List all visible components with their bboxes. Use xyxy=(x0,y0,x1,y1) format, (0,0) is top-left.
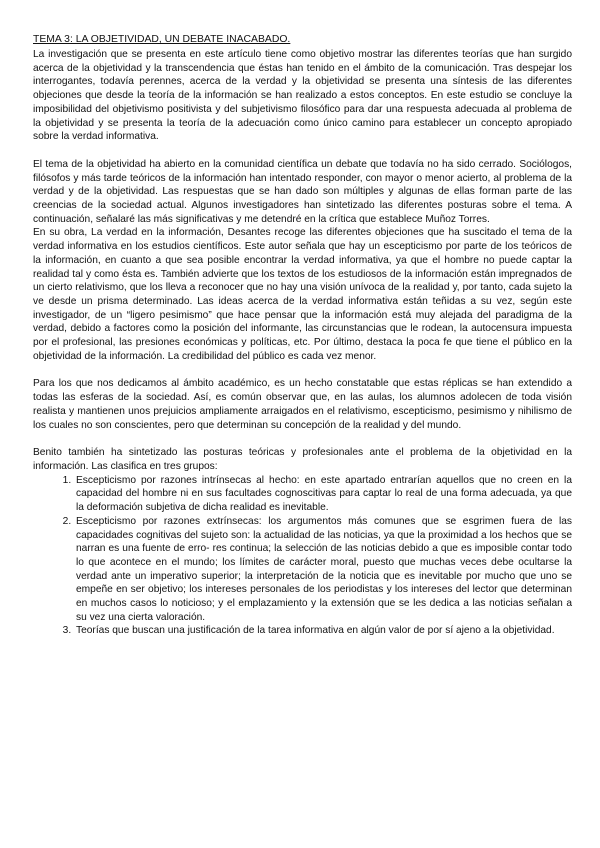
paragraph-debate: El tema de la objetividad ha abierto en la comunidad científica un debate que todavía no ha sido cerrado. Sociólogos, filósofos y más tarde teóricos de la información han intentado responder, con mayor o menor acierto, al problema de la verdad y de la objetividad. Las respuestas que se han dado son múltiples y algunas de ellas forman parte de las creencias de la sociedad actual. Algunos investigadores han sintetizado las diferentes posturas sobre el tema. A continuación, señalaré las más significativas y me detendré en la crítica que establece Muñoz Torres. xyxy=(33,158,572,225)
paragraph-academic: Para los que nos dedicamos al ámbito académico, es un hecho constatable que estas réplicas se han extendido a todas las esferas de la sociedad. Así, es común observar que, en las aulas, los alumnos adolecen de toda visión realista y mantienen unos prejuicios ampliamente arraigados en el relativismo, escepticismo, pesimismo y nihilismo de los cuales no son conscientes, pero que determinan su concepción de la realidad y del mundo. xyxy=(33,378,572,431)
paragraph-desantes: En su obra, La verdad en la información, Desantes recoge las diferentes objeciones que ha suscitado el tema de la verdad informativa en los estudios científicos. Este autor señala que hay un escepticismo por parte de los teóricos de la información, en cuanto a que sea posible encontrar la verdad informativa, ya que el hombre no puede captar la realidad tal y como ésta es. También advierte que los textos de los estudiosos de la información están impregnados de un cierto relativismo, que los lleva a reconocer que no hay una visión unívoca de la realidad y, por tanto, cada sujeto la ve desde un prisma determinado. Las ideas acerca de la verdad informativa están teñidas a su vez, según este investigador, de un “ligero pesimismo” que hace pensar que la información está muy alejada del paradigma de la verdad, debido a factores como la posición del informante, las circunstancias que le rodean, la autocensura impuesta por el profesional, las presiones económicas y políticas, etc. Por último, destaca la poca fe que tiene el público en la objetividad de la información. La credibilidad del público es cada vez menor. xyxy=(33,227,572,362)
paragraph-abstract: La investigación que se presenta en este artículo tiene como objetivo mostrar las diferentes teorías que han surgido acerca de la objetividad y la transcendencia que éstas han tenido en el ámbito de la comunicación. Tras despejar los interrogantes, todavía perennes, acerca de la verdad y la objetividad se presenta una síntesis de las diferentes objeciones que desde la teoría de la información se han realizado a estos conceptos. En este estudio se concluye la imposibilidad del objetivismo positivista y del subjetivismo filosófico para dar una respuesta adecuada al problema de la objetividad y se presenta la teoría de la adecuación como único camino para establecer un concepto apropiado sobre la verdad informativa. xyxy=(33,49,572,143)
document-title: TEMA 3: LA OBJETIVIDAD, UN DEBATE INACABADO. xyxy=(33,34,291,45)
list-item: 1. Escepticismo por razones intrínsecas al hecho: en este apartado entrarían aquellos que no creen en la capacidad del hombre ni en sus facultades cognoscitivas para captar lo real de una forma adecuada, ya que la deformación subjetiva de dicha realidad es inevitable. xyxy=(74,474,572,515)
paragraph-benito: Benito también ha sintetizado las posturas teóricas y profesionales ante el problema de la objetividad en la información. Las clasifica en tres grupos: xyxy=(33,447,572,472)
list-item: 2. Escepticismo por razones extrínsecas: los argumentos más comunes que se esgrimen fuera de las capacidades cognitivas del sujeto son: la actualidad de las noticias, ya que la proximidad a los hechos que se narran es una fuente de erro- res continua; la selección de las noticias debido a que es imposible contar todo lo que acontece en el mundo; los límites de carácter moral, puesto que muchas veces debe ocultarse la verdad ante un imperativo superior; la interpretación de la noticia que es inevitable por mucho que uno se empeñe en ser objetivo; los intereses personales de los periodistas y los intereses del lector que determinan en muchos casos lo noticioso; y el emplazamiento y la extensión que se les dedica a las noticias señalan a su vez una cierta valoración. xyxy=(74,515,572,625)
classification-list xyxy=(33,474,572,638)
list-item: 3. Teorías que buscan una justificación de la tarea informativa en algún valor de por sí ajeno a la objetividad. xyxy=(74,624,572,638)
